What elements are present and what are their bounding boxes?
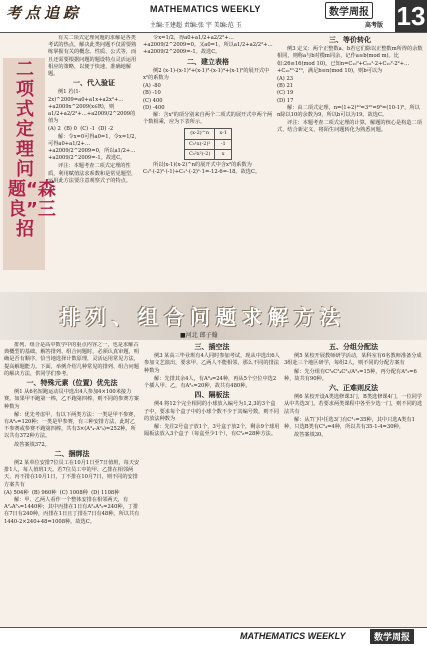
example-text: 例3 某高三毕业班有4人同时参加考试，现从中选出6人参加文艺演出，要求甲、乙两人不能相邻，那么不同的排法种数为 — [144, 353, 280, 374]
section-heading: 五、分组分配法 — [329, 343, 378, 351]
table-row — [184, 139, 231, 149]
option: (C) 400 — [143, 97, 163, 104]
example-text: 例4 将12个完全相同的小球放入编号为1,2,3的3个盒子中，要求每个盒子中的小球个数不少于其编号数，则不同的放法种数为 — [144, 401, 279, 422]
example-text: 例1 从6名短跑运动员中选出4人参加4×100米接力赛。如果甲不跑第一棒，乙不跑第四棒，则不同的参赛方案种数为 — [4, 389, 139, 410]
table-cell: C₃¹x(-2)² — [184, 139, 214, 149]
option: (D) 1108种 — [91, 489, 120, 496]
solution-text: 解：先分组有C²₆C²₄C²₂/A³₃=15种，再分配有A³₃=6种，故共有90种。 — [284, 368, 417, 382]
note-text: 评注：本题考查二项式定理的计算，解题的核心是构造二项式，结合新定义，将陌生问题转化为熟悉问题。 — [277, 120, 422, 134]
article2-column-1 — [4, 342, 140, 626]
option: (A) 23 — [277, 76, 294, 83]
section-heading: 一、代入验证 — [73, 79, 115, 88]
answer-text: 故答案填30。 — [294, 432, 327, 439]
option: (A) 504种 — [4, 489, 29, 496]
solution-text: 解：优先考虑甲，有以下两类方法：一类是甲不参赛，有A⁴₅=120种；一类是甲参赛，有三种安排方法，此时乙不参赛或参赛不跑第四棒，共有3×(A³₄-A²₃)=252种。所以共有372种方法。 — [4, 411, 139, 440]
solution-text: 解：先往2号盒子放1个，3号盒子放2个，剩余9个球用隔板法放入3个盒子（每盒至少1个），有C²₈=28种方法。 — [144, 424, 280, 438]
solution-text: 解：令x=0可得a0=1，令x=1/2，可得a0+a1/2+…+a2009/2^2009=0，所以a1/2+…+a2009/2^2009=-1。故选C。 — [48, 133, 140, 162]
journal-title: MATHEMATICS WEEKLY — [150, 4, 261, 14]
option: (D) -2 — [98, 126, 114, 133]
solution-text: 解：甲、乙两人看作一个整体安排在相邻两天，有A²₂A⁵₅=1440种；其中丙排在1日有A²₂A⁴₅=240种，丁排在7日有240种，丙排在1日且丁排在7日有48种。所以共有1440-2×240+48=1008种。故选C。 — [4, 497, 140, 525]
answer-text: 故答案填372。 — [14, 441, 50, 448]
option: (B) -10 — [143, 90, 161, 97]
section-heading: 二、捆绑法 — [54, 449, 90, 458]
article1-column-1 — [48, 35, 140, 285]
section-heading: 六、正难则反法 — [329, 384, 378, 393]
example-text: 例6 某校开设A类选修课3门，B类选修课4门，一位同学从中共选3门。若要求两类课程中各至少选一门，则不同的选法共有 — [284, 394, 423, 415]
article1-column-3 — [277, 35, 423, 285]
brand-logo: 数学周报 — [325, 2, 373, 19]
table-cell: x — [215, 149, 232, 159]
options-row — [143, 83, 273, 112]
footer — [0, 628, 427, 646]
table-cell: x-1 — [215, 129, 232, 139]
editor-credits: 主编:王建超 责编:张 宇 美编:范 玉 — [150, 22, 242, 29]
example-text: 例5 某校开展教师研学活动，某科室有6名教师准备分成3组赴三个地区研学，每组2人，则不同的分配方案有 — [284, 353, 422, 367]
section-heading: 四、隔板法 — [194, 391, 230, 400]
solution-text: 所以(x-1)(x-2)^n的展开式中含x²的系数为 C₃²·(-2)²·(-1)+C₃¹·(-2)¹·1=-12-6=-18。故选C。 — [143, 162, 261, 176]
option: (C) 19 — [277, 90, 294, 97]
example-text: 例2 某单位安排7位员工在10月1日至7日值班，每天安排1人，每人值班1天。若7位员工中的甲、乙排在相邻两天，丙不排在10月1日，丁不排在10月7日，则不同的安排方案共有 — [4, 460, 140, 488]
section-heading: 三、插空法 — [194, 343, 230, 351]
option: (D) 17 — [277, 97, 294, 104]
page-number: 13 — [396, 1, 426, 31]
header-rule — [0, 32, 427, 33]
article-vertical-title: 二项式定理问题“森良”三招 — [8, 59, 56, 240]
solution-text: 解：先排其余4人，有A⁴₄=24种，再从5个空位中选2个插入甲、乙，有A²₅=20种，故共有480种。 — [144, 375, 277, 390]
option: (B) 21 — [277, 83, 294, 90]
option: (C) 1008种 — [59, 489, 88, 496]
solution-text: 解：从7门中任选3门有C³₇=35种，其中只选A类有1种，只选B类有C³₄=4种，所以共有35-1-4=30种。 — [284, 416, 415, 431]
solution-continued: 令x=1/2，得a0+a1/2+a2/2²+…+a2009/2^2009=0。又a0=1，所以a1/2+a2/2²+…+a2009/2^2009=-1。故选C。 — [143, 35, 273, 56]
section-heading: 二、建立表格 — [187, 57, 229, 66]
table-row — [184, 149, 231, 159]
article1-intro: 有关二项式定理问题的求解是各类考试的热点，解决此类问题不仅需要熟练掌握有关的概念、性质、公式等，而且还需要根据问题的题设特点灵活运用相应的策略，以便于快速、准确地解题。 — [48, 35, 137, 78]
option: (A) 2 — [48, 126, 61, 133]
options-row — [277, 76, 423, 105]
footer-brand-logo: 数学周报 — [370, 629, 414, 644]
option: (B) 0 — [64, 126, 77, 133]
options-row — [48, 126, 140, 133]
example-text: 例3 定义：两个正整数a、b若它们除以正整数m所得的余数相同，则称a与b对模m同余，记作a≡b(mod m)。比如:26≡16(mod 10)。已知n=C₁₀⁰+C₁₀¹·2+C₁₀²·2²+…+C₁₀¹⁰·2¹⁰，满足b≡n(mod 10)，则b可以为 — [277, 46, 423, 74]
section-heading: 一、特殊元素（位置）优先法 — [26, 379, 118, 388]
footer-journal-title: MATHEMATICS WEEKLY — [240, 631, 346, 641]
solution-text: 解：由二项式定理，n=(1+2)¹⁰=3¹⁰=9⁵=(10-1)⁵，所以n除以10的余数为9，所以b可以为19。故选C。 — [277, 104, 420, 119]
example-text: 例1 若(1-2x)^2009=a0+a1x+a2x²+…+a2009x^2009(x∈R)，则a1/2+a2/2²+…+a2009/2^2009的值为 — [48, 89, 136, 125]
options-row — [4, 490, 140, 497]
option: (A) -80 — [143, 83, 161, 90]
coefficient-table — [184, 128, 232, 160]
table-row — [184, 129, 231, 139]
solution-text: 解：含x²的项分别来自两个二项式的展开式中两个两个数相乘，应为下表所示。 — [143, 112, 273, 126]
option: (D) -400 — [143, 104, 165, 111]
author-byline: ■河北 郎子翰 — [180, 332, 218, 339]
edition-label: 高考版 — [365, 22, 384, 29]
table-cell: (x-2)^n — [184, 129, 214, 139]
option: (B) 960种 — [31, 489, 57, 496]
article2-intro: 排列、组合是高中数学中的重点内容之一，也是求解古典概型的基础。解答排列、组合问题时，必须认真审题，明确是否有顺序，恰当地选择计数原理，灵活运用常见方法，提高解题能力。下面，举例介绍几种常见的排列、组合问题的解决方法，供同学们参考。 — [4, 342, 139, 377]
table-cell: -1 — [215, 139, 232, 149]
article2-title: 排列、组合问题求解方法 — [60, 305, 346, 329]
masthead-logo: 考点追踪 — [6, 4, 83, 22]
article2-column-2 — [144, 342, 280, 626]
section-heading: 三、等价转化 — [329, 36, 371, 44]
article1-column-2 — [143, 35, 273, 285]
article2-column-3 — [284, 342, 423, 626]
table-cell: C₃²x²(-2) — [184, 149, 214, 159]
example-text: 例2 (x-1)-(x-1)²+(x-1)³-(x-1)⁴+(x-1)⁵的展开式中x²的系数为 — [143, 67, 270, 82]
note-text: 评注：本题考查二项式定理的性质，利用赋值法求系数和是常见题型，运用此方法要注意观察式子的特点。 — [48, 163, 137, 184]
option: (C) -1 — [80, 126, 95, 133]
